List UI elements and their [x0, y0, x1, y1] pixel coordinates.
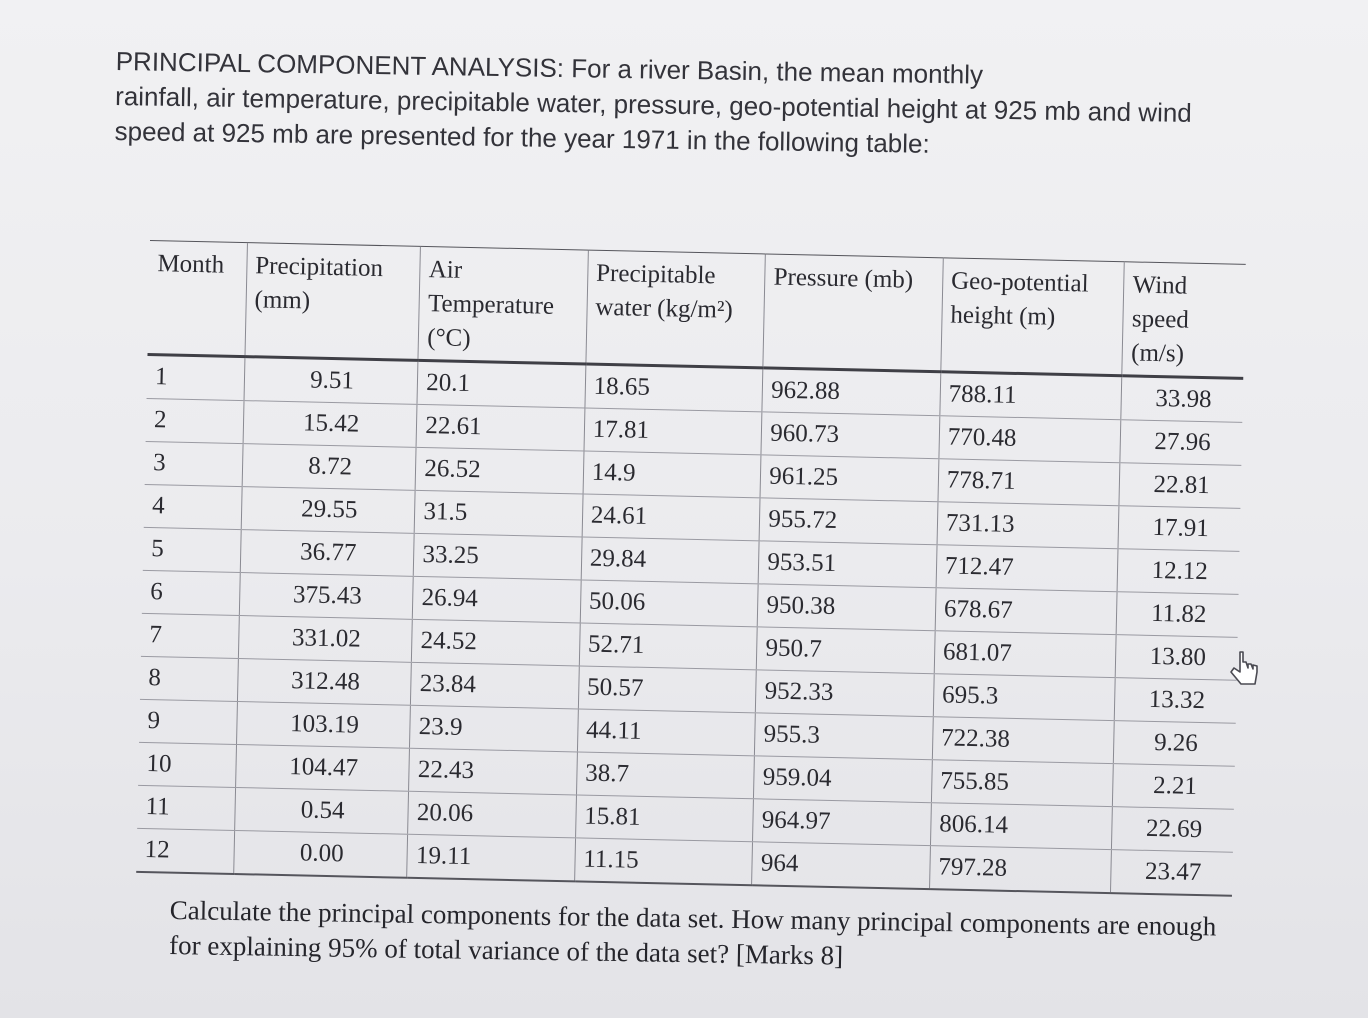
header-month: Month — [148, 240, 248, 356]
cell-precipitable-water: 11.15 — [574, 838, 752, 885]
cell-month: 7 — [141, 613, 239, 658]
cell-precipitation: 104.47 — [235, 745, 409, 792]
mouse-pointer-icon — [1226, 648, 1260, 692]
cell-air-temperature: 23.9 — [410, 705, 578, 752]
cell-month: 4 — [144, 484, 242, 529]
header-pressure: Pressure (mb) — [763, 254, 943, 372]
cell-precipitation: 29.55 — [241, 487, 415, 534]
cell-precipitation: 312.48 — [237, 659, 411, 706]
cell-month: 9 — [139, 699, 237, 744]
header-precipitation: Precipitation (mm) — [245, 243, 421, 361]
cell-month: 1 — [147, 354, 245, 400]
cell-precipitable-water: 38.7 — [576, 752, 754, 799]
cell-air-temperature: 26.94 — [413, 576, 581, 623]
cell-month: 5 — [143, 527, 241, 572]
cell-air-temperature: 33.25 — [414, 533, 582, 580]
cell-pressure: 952.33 — [756, 670, 934, 717]
cell-air-temperature: 20.1 — [417, 360, 585, 408]
cell-precipitable-water: 50.57 — [578, 666, 756, 713]
cell-wind-speed: 22.81 — [1119, 463, 1241, 509]
cell-precipitable-water: 18.65 — [585, 364, 763, 412]
intro-line-3: speed at 925 mb are presented for the year 1971 in the following table: — [114, 115, 930, 159]
cell-geo-potential-height: 678.67 — [935, 588, 1117, 635]
cell-air-temperature: 23.84 — [411, 662, 579, 709]
cell-wind-speed: 22.69 — [1112, 807, 1234, 853]
cell-month: 6 — [142, 570, 240, 615]
cell-wind-speed: 33.98 — [1121, 376, 1243, 423]
cell-wind-speed: 13.32 — [1115, 678, 1237, 724]
cell-month: 2 — [146, 398, 244, 443]
cell-precipitation: 15.42 — [243, 401, 417, 448]
cell-geo-potential-height: 797.28 — [929, 846, 1111, 893]
cell-pressure: 955.72 — [759, 498, 937, 545]
cell-precipitation: 331.02 — [238, 616, 412, 663]
header-wind-speed: Wind speed (m/s) — [1122, 262, 1246, 379]
data-table-container — [136, 240, 1250, 897]
intro-text — [114, 44, 1226, 166]
cell-air-temperature: 22.43 — [409, 748, 577, 795]
cell-month: 3 — [145, 441, 243, 486]
cell-month: 8 — [140, 656, 238, 701]
intro-line-2: rainfall, air temperature, precipitable water, pressure, geo-potential height at 925 mb and wind — [114, 80, 1193, 128]
question-line-2: for explaining 95% of total variance of the data set? [Marks 8] — [168, 929, 844, 971]
cell-precipitable-water: 17.81 — [584, 408, 762, 455]
cell-wind-speed: 17.91 — [1118, 506, 1240, 552]
cell-pressure: 959.04 — [754, 756, 932, 803]
cell-month: 11 — [137, 785, 235, 830]
cell-wind-speed: 2.21 — [1113, 764, 1235, 810]
cell-air-temperature: 19.11 — [407, 834, 575, 881]
cell-wind-speed: 12.12 — [1117, 549, 1239, 595]
cell-pressure: 950.7 — [757, 627, 935, 674]
cell-pressure: 961.25 — [760, 455, 938, 502]
cell-precipitable-water: 29.84 — [581, 537, 759, 584]
cell-geo-potential-height: 731.13 — [937, 502, 1119, 549]
cell-precipitable-water: 14.9 — [583, 451, 761, 498]
header-air-temperature: Air Temperature (°C) — [418, 246, 588, 364]
cell-wind-speed: 27.96 — [1120, 420, 1242, 466]
cell-pressure: 964.97 — [753, 799, 931, 846]
cell-geo-potential-height: 788.11 — [940, 372, 1122, 420]
cell-air-temperature: 20.06 — [408, 791, 576, 838]
cell-wind-speed: 11.82 — [1117, 592, 1239, 638]
cell-precipitation: 0.00 — [234, 830, 408, 877]
cell-precipitation: 8.72 — [242, 444, 416, 491]
cell-precipitation: 36.77 — [240, 530, 414, 577]
cell-month: 10 — [138, 742, 236, 787]
cell-geo-potential-height: 722.38 — [932, 717, 1114, 764]
cell-geo-potential-height: 712.47 — [936, 545, 1118, 592]
cell-pressure: 955.3 — [755, 713, 933, 760]
cell-pressure: 953.51 — [758, 541, 936, 588]
cell-geo-potential-height: 806.14 — [930, 803, 1112, 850]
cell-air-temperature: 24.52 — [412, 619, 580, 666]
cell-precipitation: 0.54 — [234, 787, 408, 834]
cell-geo-potential-height: 681.07 — [934, 631, 1116, 678]
cell-air-temperature: 26.52 — [415, 447, 583, 494]
cell-pressure: 962.88 — [762, 368, 940, 416]
cell-pressure: 950.38 — [758, 584, 936, 631]
cell-precipitable-water: 50.06 — [580, 580, 758, 627]
header-precipitable-water: Precipitable water (kg/m²) — [586, 250, 766, 368]
cell-air-temperature: 22.61 — [416, 404, 584, 451]
cell-air-temperature: 31.5 — [415, 490, 583, 537]
cell-precipitable-water: 44.11 — [577, 709, 755, 756]
cell-geo-potential-height: 778.71 — [938, 459, 1120, 506]
cell-wind-speed: 9.26 — [1114, 721, 1236, 767]
cell-precipitation: 9.51 — [244, 357, 418, 405]
cell-precipitable-water: 24.61 — [582, 494, 760, 541]
cell-geo-potential-height: 770.48 — [939, 416, 1121, 463]
header-geo-potential-height: Geo-potential height (m) — [941, 258, 1125, 376]
cell-pressure: 960.73 — [761, 412, 939, 459]
table-body — [136, 354, 1243, 895]
cell-precipitation: 375.43 — [239, 573, 413, 620]
cell-precipitation: 103.19 — [236, 702, 410, 749]
cell-month: 12 — [136, 828, 234, 874]
cell-geo-potential-height: 755.85 — [931, 760, 1113, 807]
cell-precipitable-water: 15.81 — [575, 795, 753, 842]
cell-precipitable-water: 52.71 — [579, 623, 757, 670]
cell-pressure: 964 — [752, 842, 930, 889]
question-text — [169, 893, 1320, 981]
cell-geo-potential-height: 695.3 — [933, 674, 1115, 721]
data-table — [136, 240, 1246, 897]
question-line-1: Calculate the principal components for the data set. How many principal components are enough — [169, 894, 1217, 942]
intro-line-1: PRINCIPAL COMPONENT ANALYSIS: For a river Basin, the mean monthly — [115, 45, 984, 90]
cell-wind-speed: 23.47 — [1111, 850, 1233, 896]
cell-wind-speed: 13.80 — [1116, 635, 1238, 681]
